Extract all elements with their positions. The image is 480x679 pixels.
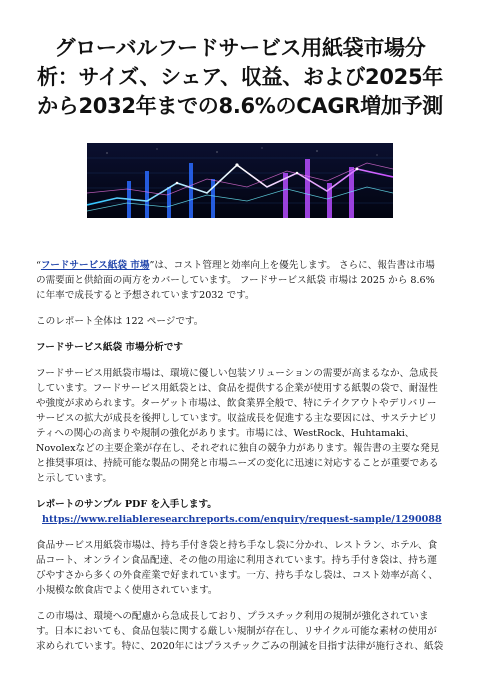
open-quote: “ xyxy=(36,260,41,271)
page-count-text: このレポート全体は 122 ページです。 xyxy=(36,316,204,327)
market-chart-illustration xyxy=(87,143,393,218)
sample-pdf-link[interactable]: https://www.reliableresearchreports.com/enquiry/request-sample/1290088 xyxy=(42,514,442,525)
overview-paragraph: フードサービス用紙袋市場は、環境に優しい包装ソリューションの需要が高まるなか、急成長しています。フードサービス用紙袋とは、食品を提供する企業が使用する紙製の袋で、耐湿性や強度が求められます。ターゲット市場は、飲食業界全般で、特にテイクアウトやデリバリーサービスの拡大が成長を後押ししています。収益成長を促進する主な要因には、サステナビリティへの関心の高まりや規制の強化があります。市場には、WestRock、Huhtamaki、Novolexなどの主要企業が存在し、それぞれに独自の競争力があります。報告書の主要な発見と推奨事項は、持続可能な製品の開発と市場ニーズの変化に迅速に対応することが重要であると示しています。 xyxy=(36,368,440,484)
intro-text: ”は、コスト管理と効率向上を優先します。 さらに、報告書は市場の需要面と供給面の両方をカバーしています。 フードサービス紙袋 市場は 2025 から 8.6% に年率で成長すると予想されています2032 です。 xyxy=(36,260,435,301)
sample-label: レポートのサンプル PDF を入手します。 xyxy=(36,499,217,510)
overview-heading: フードサービス紙袋 市場分析です xyxy=(36,342,183,353)
intro-paragraph xyxy=(36,258,444,303)
sample-request xyxy=(36,497,444,527)
market-link[interactable]: フードサービス紙袋 市場 xyxy=(40,260,150,271)
segments-paragraph: 食品サービス用紙袋市場は、持ち手付き袋と持ち手なし袋に分かれ、レストラン、ホテル、食品コート、オンライン食品配達、その他の用途に利用されています。持ち手付き袋は、持ち運びやすさから多くの外食産業で好まれています。一方、持ち手なし袋は、コスト効率が高く、小規模な飲食店でよく使用されています。 xyxy=(36,540,438,596)
page-title: グローバルフードサービス用紙袋市場分析：サイズ、シェア、収益、および2025年から2032年までの8.6%のCAGR増加予測 xyxy=(37,36,443,118)
regulation-paragraph: この市場は、環境への配慮から急成長しており、プラスチック利用の規制が強化されています。日本においても、食品包装に関する厳しい規制が存在し、リサイクル可能な素材の使用が求められています。特に、2020年にはプラスチックごみの削減を目指す法律が施行され、紙袋 xyxy=(36,611,444,652)
